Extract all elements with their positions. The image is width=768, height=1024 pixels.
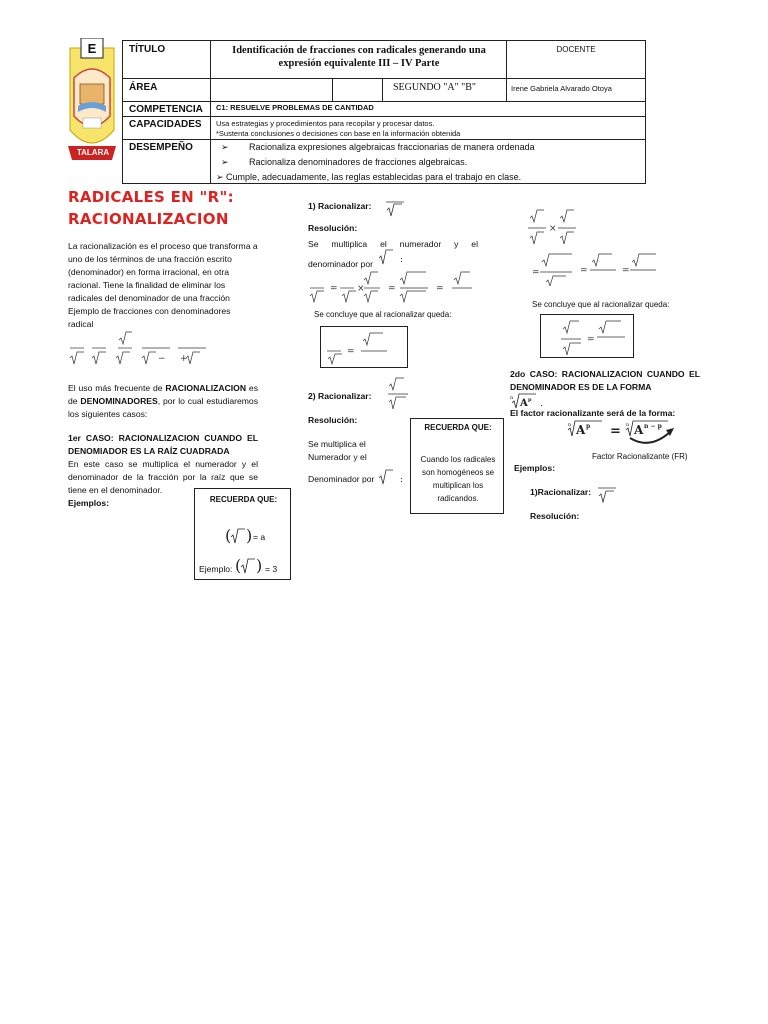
c2-resolucion: Resolución: (308, 223, 358, 233)
recuerda-box-1-eq: = a (253, 532, 266, 542)
svg-text:=: = (580, 266, 588, 276)
case2-title: 2do CASO: RACIONALIZACION CUANDO EL DENOMINADOR ES DE LA FORMA (510, 369, 700, 392)
c2-ex1-label: 1) Racionalizar: (308, 201, 372, 211)
svg-text:n: n (510, 395, 514, 401)
factor-formula (566, 418, 686, 448)
c2-sqrt-multiplier (378, 248, 408, 268)
c2-resolucion-2: Resolución: (308, 415, 358, 425)
svg-text:n: n (568, 422, 572, 428)
svg-text:×: × (549, 224, 557, 234)
grade-text: SEGUNDO "A" "B" (393, 82, 476, 93)
uso-paragraph (68, 382, 258, 421)
svg-text:): ) (256, 556, 263, 575)
lesson-title: Identificación de fracciones con radicales generando una expresión equivalente III – IV Parte (232, 45, 486, 69)
svg-text:−: − (158, 354, 166, 364)
desempeno-2: Racionaliza denominadores de fracciones algebraicas. (249, 157, 468, 167)
case1-ejemplos: Ejemplos: (68, 498, 110, 508)
uso-bold-2: DENOMINADORES (80, 396, 158, 406)
c2-res-text: Se multiplica el numerador y el denominador por (308, 239, 478, 269)
svg-text:): ) (246, 526, 253, 545)
c3-concluye: Se concluye que al racionalizar queda: (532, 300, 670, 309)
svg-text:(: ( (235, 556, 242, 575)
section-title-1: RADICALES EN "R": (68, 188, 234, 206)
section-title-2: RACIONALIZACION (68, 210, 229, 228)
uso-text-1: El uso más frecuente de (68, 383, 166, 393)
svg-text:=: = (388, 284, 396, 294)
factor-text: El factor racionalizante será de la forma: (510, 408, 676, 418)
c2-ex1-fraction (384, 196, 408, 220)
recuerda-box-1-example-eq: = 3 (265, 564, 278, 574)
c2-ex2-sqrt-multiplier (378, 468, 408, 488)
svg-text:A: A (634, 423, 644, 437)
intro-paragraph: La racionalización es el proceso que transforma a uno de los términos de una fracción escrito (denominador) en forma irracional, en otra racional. Tiene la finalidad de eliminar los radicales del denominador de una fracción Ejemplo de fracciones con denominadores radical (68, 241, 258, 329)
svg-text:p: p (586, 423, 591, 430)
svg-text:n: n (626, 422, 630, 428)
svg-text:=: = (347, 347, 355, 357)
c3-result-fraction (559, 319, 631, 357)
uso-bold-1: RACIONALIZACION (165, 383, 247, 393)
recuerda-box-2 (410, 418, 504, 514)
recuerda-box-1-title: RECUERDA QUE: (209, 495, 278, 504)
c3-ex1-label: 1)Racionalizar: (530, 487, 592, 497)
teacher-name: Irene Gabriela Alvarado Otoya (511, 84, 612, 93)
svg-text:n − p: n − p (644, 423, 662, 430)
c2-result-box (320, 326, 408, 368)
docente-label: DOCENTE (556, 45, 596, 54)
svg-text:A: A (520, 398, 528, 409)
desempeno-label: DESEMPEÑO (129, 142, 193, 153)
svg-text::: : (400, 475, 404, 485)
c2-equation-chain (308, 270, 478, 304)
logo-bottom-text: TALARA (76, 148, 110, 157)
svg-text:p: p (528, 397, 532, 403)
case1-title: 1er CASO: RACIONALIZACION CUANDO EL DENOMIADOR ES LA RAÍZ CUADRADA (68, 433, 258, 456)
svg-text:=: = (532, 268, 540, 278)
svg-text:=: = (436, 284, 444, 294)
c2-mult-text-3: Denominador por (308, 474, 375, 484)
fr-label: Factor Racionalizante (FR) (592, 452, 688, 461)
uso-text-3: , por lo cual estudiaremos los siguientes casos: (68, 396, 258, 419)
bullet-1: ➢ (221, 142, 229, 152)
c3-product-fraction (526, 208, 586, 248)
svg-text:(: ( (225, 526, 232, 545)
c2-result-fraction (325, 331, 405, 365)
titulo-label: TÍTULO (129, 44, 166, 55)
capacidades-label: CAPACIDADES (129, 119, 202, 130)
recuerda-box-1 (194, 488, 291, 580)
school-logo (64, 38, 120, 184)
desempeno-3: Cumple, adecuadamente, las reglas establecidas para el trabajo en clase. (226, 172, 522, 182)
svg-text:A: A (576, 423, 586, 437)
c3-result-box (540, 314, 634, 358)
case1-text: En este caso se multiplica el numerador y el denominador de la fracción por la raíz que se tiene en el denominador. (68, 459, 258, 495)
radical-examples (68, 330, 218, 370)
bullet-2: ➢ (221, 157, 229, 167)
recuerda-box-2-text: Cuando los radicales son homogéneos se multiplican los radicandos. (420, 455, 496, 503)
svg-text:=: = (610, 424, 621, 439)
sqrt-squared-symbol-example (235, 555, 265, 577)
svg-text:.: . (540, 399, 543, 409)
svg-text:=: = (587, 335, 595, 345)
competencia-text: C1: RESUELVE PROBLEMAS DE CANTIDAD (216, 103, 374, 112)
recuerda-box-1-example-label: Ejemplo: (199, 564, 233, 574)
c3-ejemplos: Ejemplos: (514, 463, 556, 473)
c3-equation-chain (528, 252, 668, 286)
c3-resolucion: Resolución: (530, 511, 580, 521)
c2-ex2-label: 2) Racionalizar: (308, 391, 372, 401)
bullet-3: ➢ (216, 172, 224, 182)
svg-text:×: × (357, 284, 365, 294)
c2-mult-text-1: Se multiplica el (308, 439, 366, 449)
header-table (122, 40, 646, 184)
uso-text-2: es de (68, 383, 259, 406)
desempeno-1: Racionaliza expresiones algebraicas fraccionarias de manera ordenada (249, 142, 535, 152)
svg-text:+: + (180, 354, 188, 364)
area-label: ÁREA (129, 82, 158, 93)
c3-ex1-fraction (596, 480, 622, 504)
c2-concluye: Se concluye que al racionalizar queda: (314, 310, 452, 319)
capacidad-1: Usa estrategias y procedimientos para recopilar y procesar datos. (216, 119, 435, 128)
svg-text:=: = (622, 266, 630, 276)
recuerda-box-2-title: RECUERDA QUE: (424, 423, 492, 432)
logo-letter: E (87, 41, 97, 56)
c2-mult-text-2: Numerador y el (308, 452, 367, 462)
c2-ex2-fraction (386, 376, 414, 410)
svg-text:=: = (330, 284, 338, 294)
competencia-label: COMPETENCIA (129, 104, 203, 115)
sqrt-squared-symbol (225, 525, 255, 547)
capacidad-2: *Sustenta conclusiones o decisiones con base en la información obtenida (216, 129, 461, 138)
svg-text::: : (400, 255, 404, 265)
